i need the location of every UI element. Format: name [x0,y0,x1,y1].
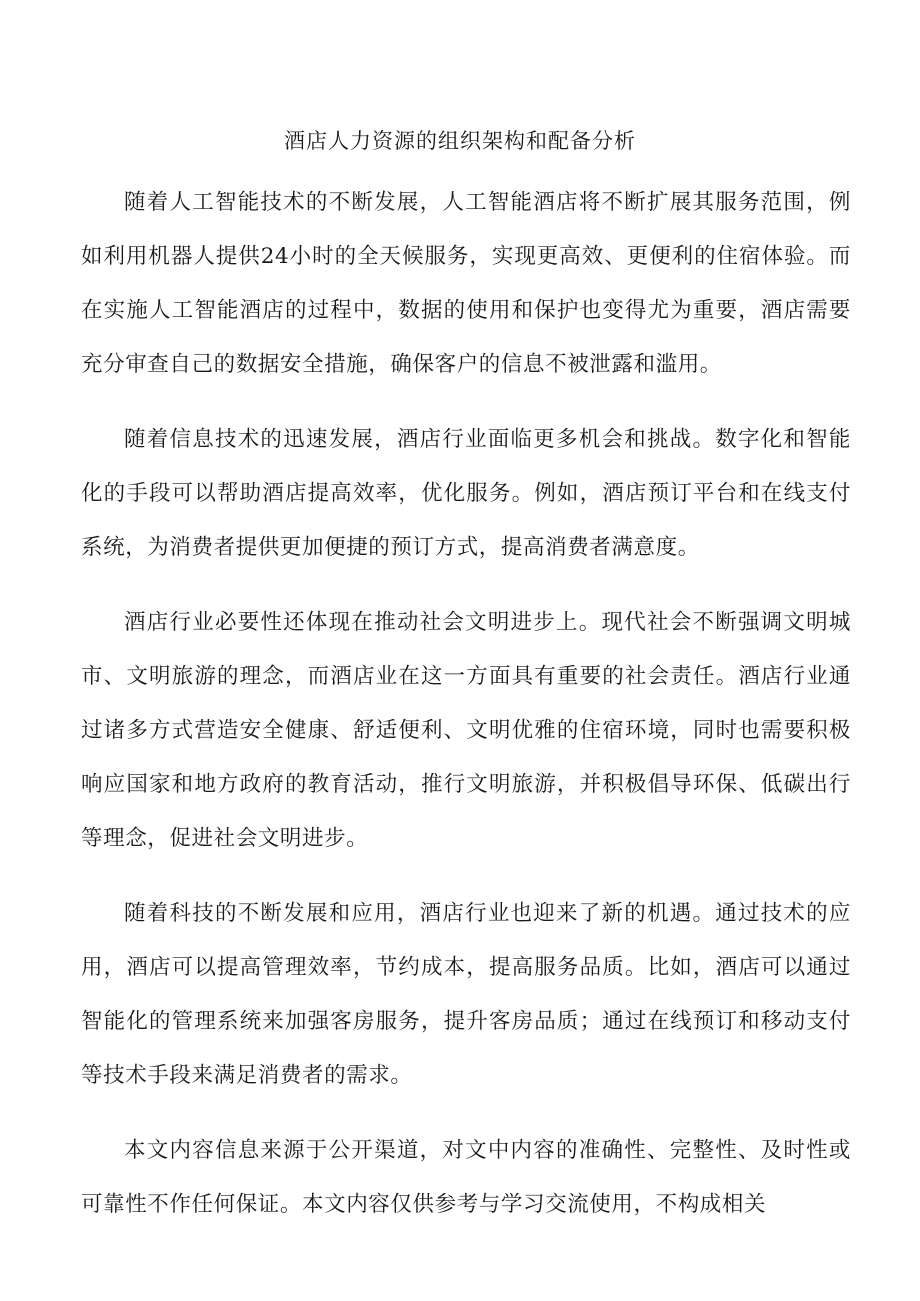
paragraph-5: 本文内容信息来源于公开渠道，对文中内容的准确性、完整性、及时性或可靠性不作任何保证。本文内容仅供参考与学习交流使用，不构成相关 [81,1138,851,1217]
paragraph-3: 酒店行业必要性还体现在推动社会文明进步上。现代社会不断强调文明城市、文明旅游的理念，而酒店业在这一方面具有重要的社会责任。酒店行业通过诸多方式营造安全健康、舒适便利、文明优雅的住宿环境，同时也需要积极响应国家和地方政府的教育活动，推行文明旅游，并积极倡导环保、低碳出行等理念，促进社会文明进步。 [81,610,851,851]
document-title: 酒店人力资源的组织架构和配备分析 [284,129,636,153]
document-body [81,176,851,1253]
paragraph-2: 随着信息技术的迅速发展，酒店行业面临更多机会和挑战。数字化和智能化的手段可以帮助酒店提高效率，优化服务。例如，酒店预订平台和在线支付系统，为消费者提供更加便捷的预订方式，提高消费者满意度。 [81,427,851,560]
paragraph-1: 随着人工智能技术的不断发展，人工智能酒店将不断扩展其服务范围，例如利用机器人提供24小时的全天候服务，实现更高效、更便利的住宿体验。而在实施人工智能酒店的过程中，数据的使用和保护也变得尤为重要，酒店需要充分审查自己的数据安全措施，确保客户的信息不被泄露和滥用。 [81,190,851,377]
paragraph-4: 随着科技的不断发展和应用，酒店行业也迎来了新的机遇。通过技术的应用，酒店可以提高管理效率，节约成本，提高服务品质。比如，酒店可以通过智能化的管理系统来加强客房服务，提升客房品质；通过在线预订和移动支付等技术手段来满足消费者的需求。 [81,901,851,1088]
